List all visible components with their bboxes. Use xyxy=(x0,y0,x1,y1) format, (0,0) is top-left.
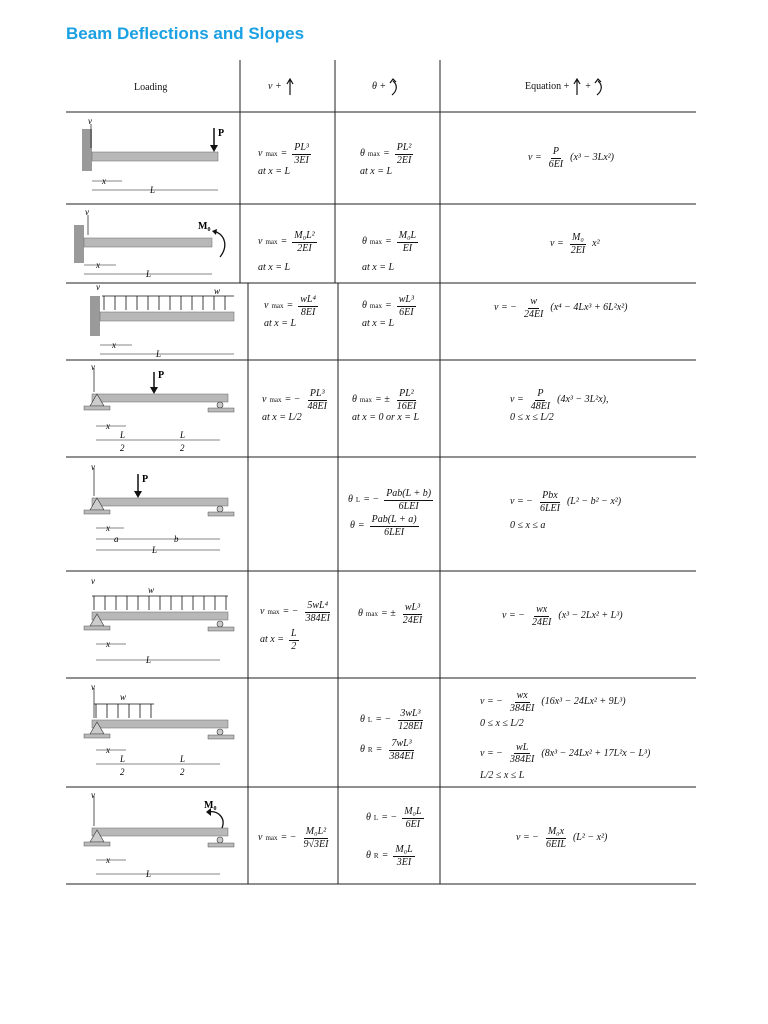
num: M₀L xyxy=(404,806,422,817)
op: = − xyxy=(282,606,299,618)
op: = xyxy=(384,300,392,312)
beam xyxy=(92,612,228,620)
at-label: at x = L xyxy=(264,318,297,329)
den: 384EI xyxy=(305,612,330,624)
num: M₀x xyxy=(547,826,565,837)
length-label: L xyxy=(152,545,158,555)
num: wL³ xyxy=(398,294,414,305)
num: wx xyxy=(516,690,528,701)
at-label: at x = xyxy=(260,634,284,646)
x-label: x xyxy=(112,340,116,350)
theta-r-cell xyxy=(366,844,417,868)
at-label: at x = L xyxy=(360,166,393,177)
op: = − xyxy=(363,494,380,506)
condition: 0 ≤ x ≤ L/2 xyxy=(510,412,554,423)
equation-cell xyxy=(510,388,608,424)
num: M₀ xyxy=(572,232,584,243)
arrow-up-icon xyxy=(572,78,582,96)
a-label: a xyxy=(114,534,119,544)
den: 6LEI xyxy=(384,526,405,538)
op: = xyxy=(286,300,294,312)
rest: (8x³ − 24Lx² + 17L²x − L³) xyxy=(541,747,651,759)
distributed-load-arrows xyxy=(96,704,151,718)
den: 8EI xyxy=(300,306,316,318)
header-plus: + xyxy=(585,81,591,93)
den: 2EI xyxy=(396,154,412,166)
header-equation xyxy=(525,78,606,96)
equation-cell xyxy=(510,490,621,532)
diagram-simple-end-moment xyxy=(80,790,245,884)
length-label: L xyxy=(146,869,152,879)
half-length-num: L xyxy=(120,754,126,764)
den: 16EI xyxy=(396,400,417,412)
op: = xyxy=(382,148,390,160)
op: = − xyxy=(284,394,301,406)
theta-max-cell xyxy=(360,142,415,178)
length-label: L xyxy=(146,269,152,279)
num: M₀L xyxy=(395,844,413,855)
sub: max xyxy=(365,609,378,618)
lhs: v = − xyxy=(502,610,525,622)
num: w xyxy=(530,296,537,307)
num: PL² xyxy=(399,388,414,399)
roller-support xyxy=(217,837,223,843)
num: 5wL⁴ xyxy=(307,600,329,611)
op: = ± xyxy=(374,394,390,406)
lhs: θ xyxy=(362,300,367,312)
num: M₀L² xyxy=(305,826,327,837)
theta-l-cell xyxy=(366,806,426,830)
lhs: v xyxy=(260,606,265,618)
load-label: P xyxy=(142,474,149,485)
lhs: v = − xyxy=(516,832,539,844)
roller-support xyxy=(217,621,223,627)
op: = − xyxy=(280,832,297,844)
theta-r-cell xyxy=(360,738,418,762)
equation-cell xyxy=(550,232,600,256)
at-label: at x = L xyxy=(258,166,291,177)
den: 3EI xyxy=(294,154,309,166)
half-length-den: 2 xyxy=(120,767,125,777)
v-axis-label: v xyxy=(91,362,95,372)
den: 2EI xyxy=(570,244,586,256)
theta-max-cell xyxy=(362,230,420,274)
at-label: at x = L xyxy=(362,262,395,273)
beam xyxy=(92,720,228,728)
sub: L xyxy=(355,495,361,504)
den: 3EI xyxy=(396,856,412,868)
moment-label: M₀ xyxy=(204,800,217,811)
lhs: v xyxy=(264,300,269,312)
rest: (x⁴ − 4Lx³ + 6L²x²) xyxy=(550,302,628,314)
v-max-cell xyxy=(264,294,320,330)
sub: max xyxy=(367,149,380,158)
den: 6EI xyxy=(399,306,414,318)
den: 384EI xyxy=(509,754,535,765)
num: M₀L² xyxy=(294,230,315,241)
header-loading: Loading xyxy=(134,82,168,93)
equation-cell xyxy=(480,690,650,781)
num: PL² xyxy=(396,142,412,153)
v-axis-label: v xyxy=(91,576,95,586)
half-length-num: L xyxy=(180,754,186,764)
v-axis-label: v xyxy=(91,790,95,800)
beam xyxy=(92,394,228,402)
num: P xyxy=(537,388,544,399)
lhs: v xyxy=(258,236,263,248)
roller-support xyxy=(217,506,223,512)
lhs: v = − xyxy=(510,496,533,508)
theta-max-cell xyxy=(358,602,426,626)
lhs: θ xyxy=(360,148,365,160)
rest: (16x³ − 24Lx² + 9L³) xyxy=(541,696,626,708)
diagram-simple-half-uniform-load xyxy=(80,680,245,784)
header-v-label: v + xyxy=(268,81,282,93)
num: 7wL³ xyxy=(391,738,412,749)
lhs: v xyxy=(262,394,267,406)
equation-cell xyxy=(494,296,627,320)
lhs: θ xyxy=(366,812,371,824)
diagram-cantilever-end-moment xyxy=(68,205,238,283)
op: = xyxy=(384,236,392,248)
sub: R xyxy=(373,851,379,860)
fixed-support xyxy=(82,129,92,171)
at-num: L xyxy=(290,628,297,639)
lhs: v = − xyxy=(480,696,503,708)
equation-cell xyxy=(516,826,607,850)
diagram-simple-uniform-load xyxy=(80,574,245,670)
den: 6EI xyxy=(548,158,564,170)
v-axis-label: v xyxy=(96,284,100,292)
at-label: at x = L xyxy=(258,262,291,273)
v-axis-label: v xyxy=(85,207,89,217)
condition: 0 ≤ x ≤ a xyxy=(510,520,546,531)
roller-support xyxy=(217,729,223,735)
den: 128EI xyxy=(398,720,423,732)
lhs: θ xyxy=(366,850,371,862)
lhs: v xyxy=(258,148,263,160)
op: = ± xyxy=(380,608,396,620)
header-v xyxy=(268,78,295,96)
half-length-den: 2 xyxy=(180,767,185,777)
den: 2EI xyxy=(297,242,312,254)
length-label: L xyxy=(150,185,156,195)
op: = − xyxy=(381,812,398,824)
num: P xyxy=(552,146,559,157)
rest: (L² − b² − x²) xyxy=(566,496,622,508)
sub: max xyxy=(359,395,372,404)
op: = xyxy=(280,148,288,160)
rest: (x³ − 2Lx² + L³) xyxy=(558,610,623,622)
num: wL⁴ xyxy=(300,294,316,305)
op: = xyxy=(280,236,288,248)
at-label: at x = L/2 xyxy=(262,412,302,423)
v-axis-label: v xyxy=(91,682,95,692)
x-label: x xyxy=(106,639,110,649)
beam xyxy=(84,238,212,247)
load-label: w xyxy=(214,286,221,296)
rotation-arrow-icon xyxy=(594,78,606,96)
lhs: θ xyxy=(360,714,365,726)
lhs: v = xyxy=(510,394,524,406)
den: 24EI xyxy=(531,616,552,628)
den: 9√3EI xyxy=(303,838,329,850)
theta-cell xyxy=(350,514,421,538)
condition: L/2 ≤ x ≤ L xyxy=(480,769,525,781)
load-label: w xyxy=(148,585,155,595)
sub: L xyxy=(373,813,379,822)
lhs: θ xyxy=(352,394,357,406)
diagram-cantilever-uniform-load xyxy=(88,284,248,360)
sub: max xyxy=(267,607,280,616)
x-label: x xyxy=(106,523,110,533)
condition: 0 ≤ x ≤ L/2 xyxy=(480,718,524,729)
lhs: v = − xyxy=(480,747,503,759)
sub: max xyxy=(369,301,382,310)
header-theta xyxy=(372,78,401,96)
den: 384EI xyxy=(389,750,414,762)
load-label: P xyxy=(158,370,165,381)
b-label: b xyxy=(174,534,179,544)
half-length-den: 2 xyxy=(180,443,185,453)
den: EI xyxy=(402,242,413,254)
distributed-load-arrows xyxy=(104,296,225,310)
beam xyxy=(92,828,228,836)
num: 3wL³ xyxy=(400,708,421,719)
den: 24EI xyxy=(402,614,423,626)
v-max-cell xyxy=(258,230,319,274)
sub: max xyxy=(271,301,284,310)
den: 6EI xyxy=(405,818,421,830)
equation-cell xyxy=(502,604,623,628)
at-den: 2 xyxy=(291,640,297,652)
length-label: L xyxy=(146,655,152,665)
v-axis-label: v xyxy=(88,116,92,126)
half-length-num: L xyxy=(120,430,126,440)
sub: max xyxy=(369,237,382,246)
op: = xyxy=(357,520,365,532)
equation-cell xyxy=(528,146,614,170)
den: 384EI xyxy=(509,702,535,714)
sub: max xyxy=(265,833,278,842)
num: wx xyxy=(536,604,548,615)
den: 6EIL xyxy=(545,838,566,850)
half-length-num: L xyxy=(180,430,186,440)
diagram-simple-offset-load xyxy=(80,460,245,568)
x-label: x xyxy=(106,421,110,431)
lhs: θ xyxy=(360,744,365,756)
at-label: at x = 0 or x = L xyxy=(352,412,420,423)
num: Pab(L + a) xyxy=(371,514,417,525)
header-equation-label: Equation + xyxy=(525,81,570,93)
v-max-cell xyxy=(262,388,331,424)
den: 48EI xyxy=(307,400,327,412)
rest: (4x³ − 3L²x), xyxy=(557,394,609,406)
lhs: θ xyxy=(348,494,353,506)
distributed-load-arrows xyxy=(94,596,226,610)
beam xyxy=(100,312,234,321)
num: Pbx xyxy=(542,490,558,501)
theta-max-cell xyxy=(362,294,418,330)
beam xyxy=(92,152,218,161)
v-max-cell xyxy=(258,142,313,178)
sub: max xyxy=(269,395,282,404)
den: 6LEI xyxy=(539,502,560,514)
rest: (x³ − 3Lx²) xyxy=(570,152,614,164)
header-theta-label: θ + xyxy=(372,81,387,93)
v-max-cell xyxy=(258,826,332,850)
theta-max-cell xyxy=(352,388,420,424)
theta-l-cell xyxy=(348,488,435,512)
length-label: L xyxy=(156,349,162,359)
lhs: v xyxy=(258,832,263,844)
x-label: x xyxy=(106,855,110,865)
diagram-simple-center-load xyxy=(80,362,245,456)
lhs: v = − xyxy=(494,302,517,314)
lhs: θ xyxy=(350,520,355,532)
roller-support xyxy=(217,402,223,408)
sub: max xyxy=(265,237,278,246)
rest: x² xyxy=(592,238,600,250)
diagram-cantilever-point-load xyxy=(68,114,238,202)
lhs: v = xyxy=(550,238,564,250)
num: wL³ xyxy=(404,602,421,613)
num: wL xyxy=(516,741,529,753)
page-title: Beam Deflections and Slopes xyxy=(66,24,305,43)
load-label: P xyxy=(218,128,225,139)
half-length-den: 2 xyxy=(120,443,125,453)
v-axis-label: v xyxy=(91,462,95,472)
sub: L xyxy=(367,715,373,724)
load-label: w xyxy=(120,692,127,702)
at-label: at x = L xyxy=(362,318,395,329)
x-label: x xyxy=(102,176,106,186)
op: = − xyxy=(375,714,392,726)
num: M₀L xyxy=(398,230,417,241)
sub: max xyxy=(265,149,278,158)
lhs: θ xyxy=(362,236,367,248)
num: PL³ xyxy=(309,388,325,399)
rest: (L² − x²) xyxy=(572,832,608,844)
theta-l-cell xyxy=(360,708,427,732)
op: = xyxy=(381,850,389,862)
lhs: θ xyxy=(358,608,363,620)
v-max-cell xyxy=(260,600,334,652)
moment-label: M₀ xyxy=(198,221,211,232)
num: PL³ xyxy=(294,142,309,153)
x-label: x xyxy=(106,745,110,755)
den: 48EI xyxy=(530,400,551,412)
arrow-up-icon xyxy=(285,78,295,96)
fixed-support xyxy=(90,296,100,336)
den: 24EI xyxy=(523,308,544,320)
num: Pab(L + b) xyxy=(386,488,432,499)
lhs: v = xyxy=(528,152,542,164)
sub: R xyxy=(367,745,373,754)
op: = xyxy=(375,744,383,756)
fixed-support xyxy=(74,225,84,263)
den: 6LEI xyxy=(398,500,419,512)
beam xyxy=(92,498,228,506)
x-label: x xyxy=(96,260,100,270)
rotation-arrow-icon xyxy=(389,78,401,96)
